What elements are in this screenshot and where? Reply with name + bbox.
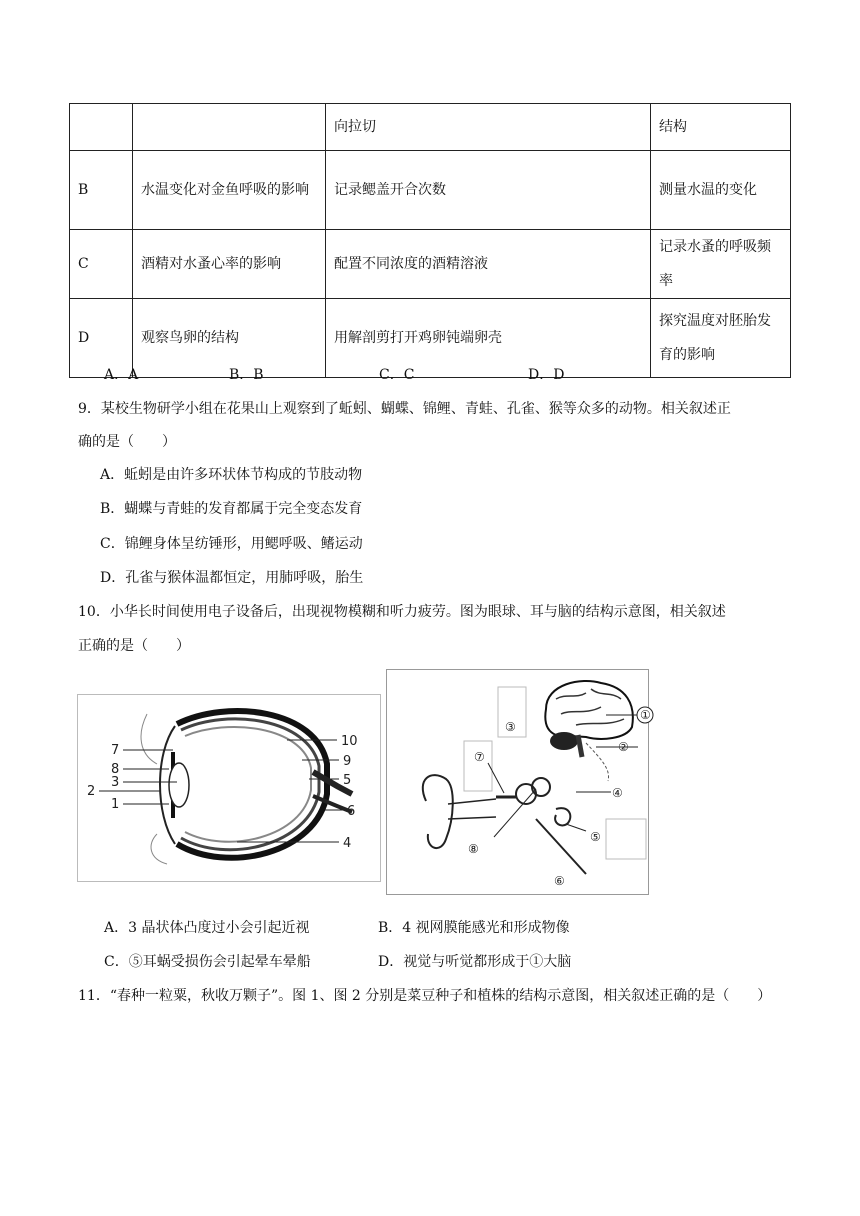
ear-label: ⑧ <box>468 842 479 856</box>
table-cell: 向拉切 <box>326 104 651 151</box>
table-cell: 测量水温的变化 <box>651 151 791 230</box>
q9-stem-line1: 9．某校生物研学小组在花果山上观察到了蚯蚓、蝴蝶、锦鲤、青蛙、孔雀、猴等众多的动物。相关叙述正 <box>78 401 731 417</box>
eye-label: 6 <box>347 804 356 819</box>
table-cell: D <box>70 299 133 378</box>
q10-stem-line1: 10．小华长时间使用电子设备后，出现视物模糊和听力疲劳。图为眼球、耳与脑的结构示意图，相关叙述 <box>78 604 726 620</box>
ear-label: ⑦ <box>474 750 485 764</box>
eye-label: 5 <box>343 773 352 788</box>
ear-label: ⑥ <box>554 874 565 888</box>
q10-option-c[interactable]: C．⑤耳蜗受损伤会引起晕车晕船 <box>104 954 311 970</box>
table-cell: 观察鸟卵的结构 <box>133 299 326 378</box>
q8-option-d[interactable]: D．D <box>528 367 565 383</box>
table-cell <box>133 104 326 151</box>
table-cell: 酒精对水蚤心率的影响 <box>133 230 326 299</box>
eye-label: 8 <box>111 762 120 777</box>
eye-label: 7 <box>111 743 120 758</box>
q9-option-c[interactable]: C．锦鲤身体呈纺锤形，用鳃呼吸、鳍运动 <box>100 536 363 552</box>
ear-label: ④ <box>612 786 623 800</box>
ear-label: ③ <box>505 720 516 734</box>
table-header-row <box>70 104 791 151</box>
q9-option-a[interactable]: A．蚯蚓是由许多环状体节构成的节肢动物 <box>100 467 363 483</box>
eye-label: 3 <box>111 775 120 790</box>
ear-brain-diagram <box>386 669 649 895</box>
table-cell: 记录鳃盖开合次数 <box>326 151 651 230</box>
table-cell <box>70 104 133 151</box>
table-cell: 水温变化对金鱼呼吸的影响 <box>133 151 326 230</box>
q9-option-b[interactable]: B．蝴蝶与青蛙的发育都属于完全变态发育 <box>100 501 363 517</box>
q10-stem-line2: 正确的是（ ） <box>78 638 190 654</box>
eye-label: 1 <box>111 797 120 812</box>
table-cell: 配置不同浓度的酒精溶液 <box>326 230 651 299</box>
q10-option-b[interactable]: B．4 视网膜能感光和形成物像 <box>378 920 570 936</box>
eye-label: 2 <box>87 784 96 799</box>
eye-label: 4 <box>343 836 352 851</box>
q8-option-b[interactable]: B．B <box>229 367 264 383</box>
table-row <box>70 299 791 378</box>
q9-option-d[interactable]: D．孔雀与猴体温都恒定，用肺呼吸，胎生 <box>100 570 364 586</box>
table-cell: 探究温度对胚胎发育的影响 <box>651 299 791 378</box>
ear-label: ② <box>618 740 629 754</box>
table-row <box>70 151 791 230</box>
q10-option-a[interactable]: A．3 晶状体凸度过小会引起近视 <box>104 920 310 936</box>
table-cell: 记录水蚤的呼吸频率 <box>651 230 791 299</box>
ear-label: ⑤ <box>590 830 601 844</box>
q8-option-c[interactable]: C．C <box>379 367 415 383</box>
ear-label: ① <box>640 708 651 722</box>
q10-option-d[interactable]: D．视觉与听觉都形成于①大脑 <box>378 954 572 970</box>
table-cell: 结构 <box>651 104 791 151</box>
q8-option-a[interactable]: A．A <box>104 367 139 383</box>
table-cell: C <box>70 230 133 299</box>
table-cell: B <box>70 151 133 230</box>
eye-label: 10 <box>341 734 358 749</box>
table-row <box>70 230 791 299</box>
eye-label: 9 <box>343 754 352 769</box>
experiment-table <box>69 103 791 378</box>
table-cell: 用解剖剪打开鸡卵钝端卵壳 <box>326 299 651 378</box>
eye-diagram <box>77 694 381 882</box>
q11-stem-line1: 11．“春种一粒粟，秋收万颗子”。图 1、图 2 分别是菜豆种子和植株的结构示意图，相关叙述正确的是（ ） <box>78 988 772 1004</box>
q9-stem-line2: 确的是（ ） <box>78 434 176 450</box>
